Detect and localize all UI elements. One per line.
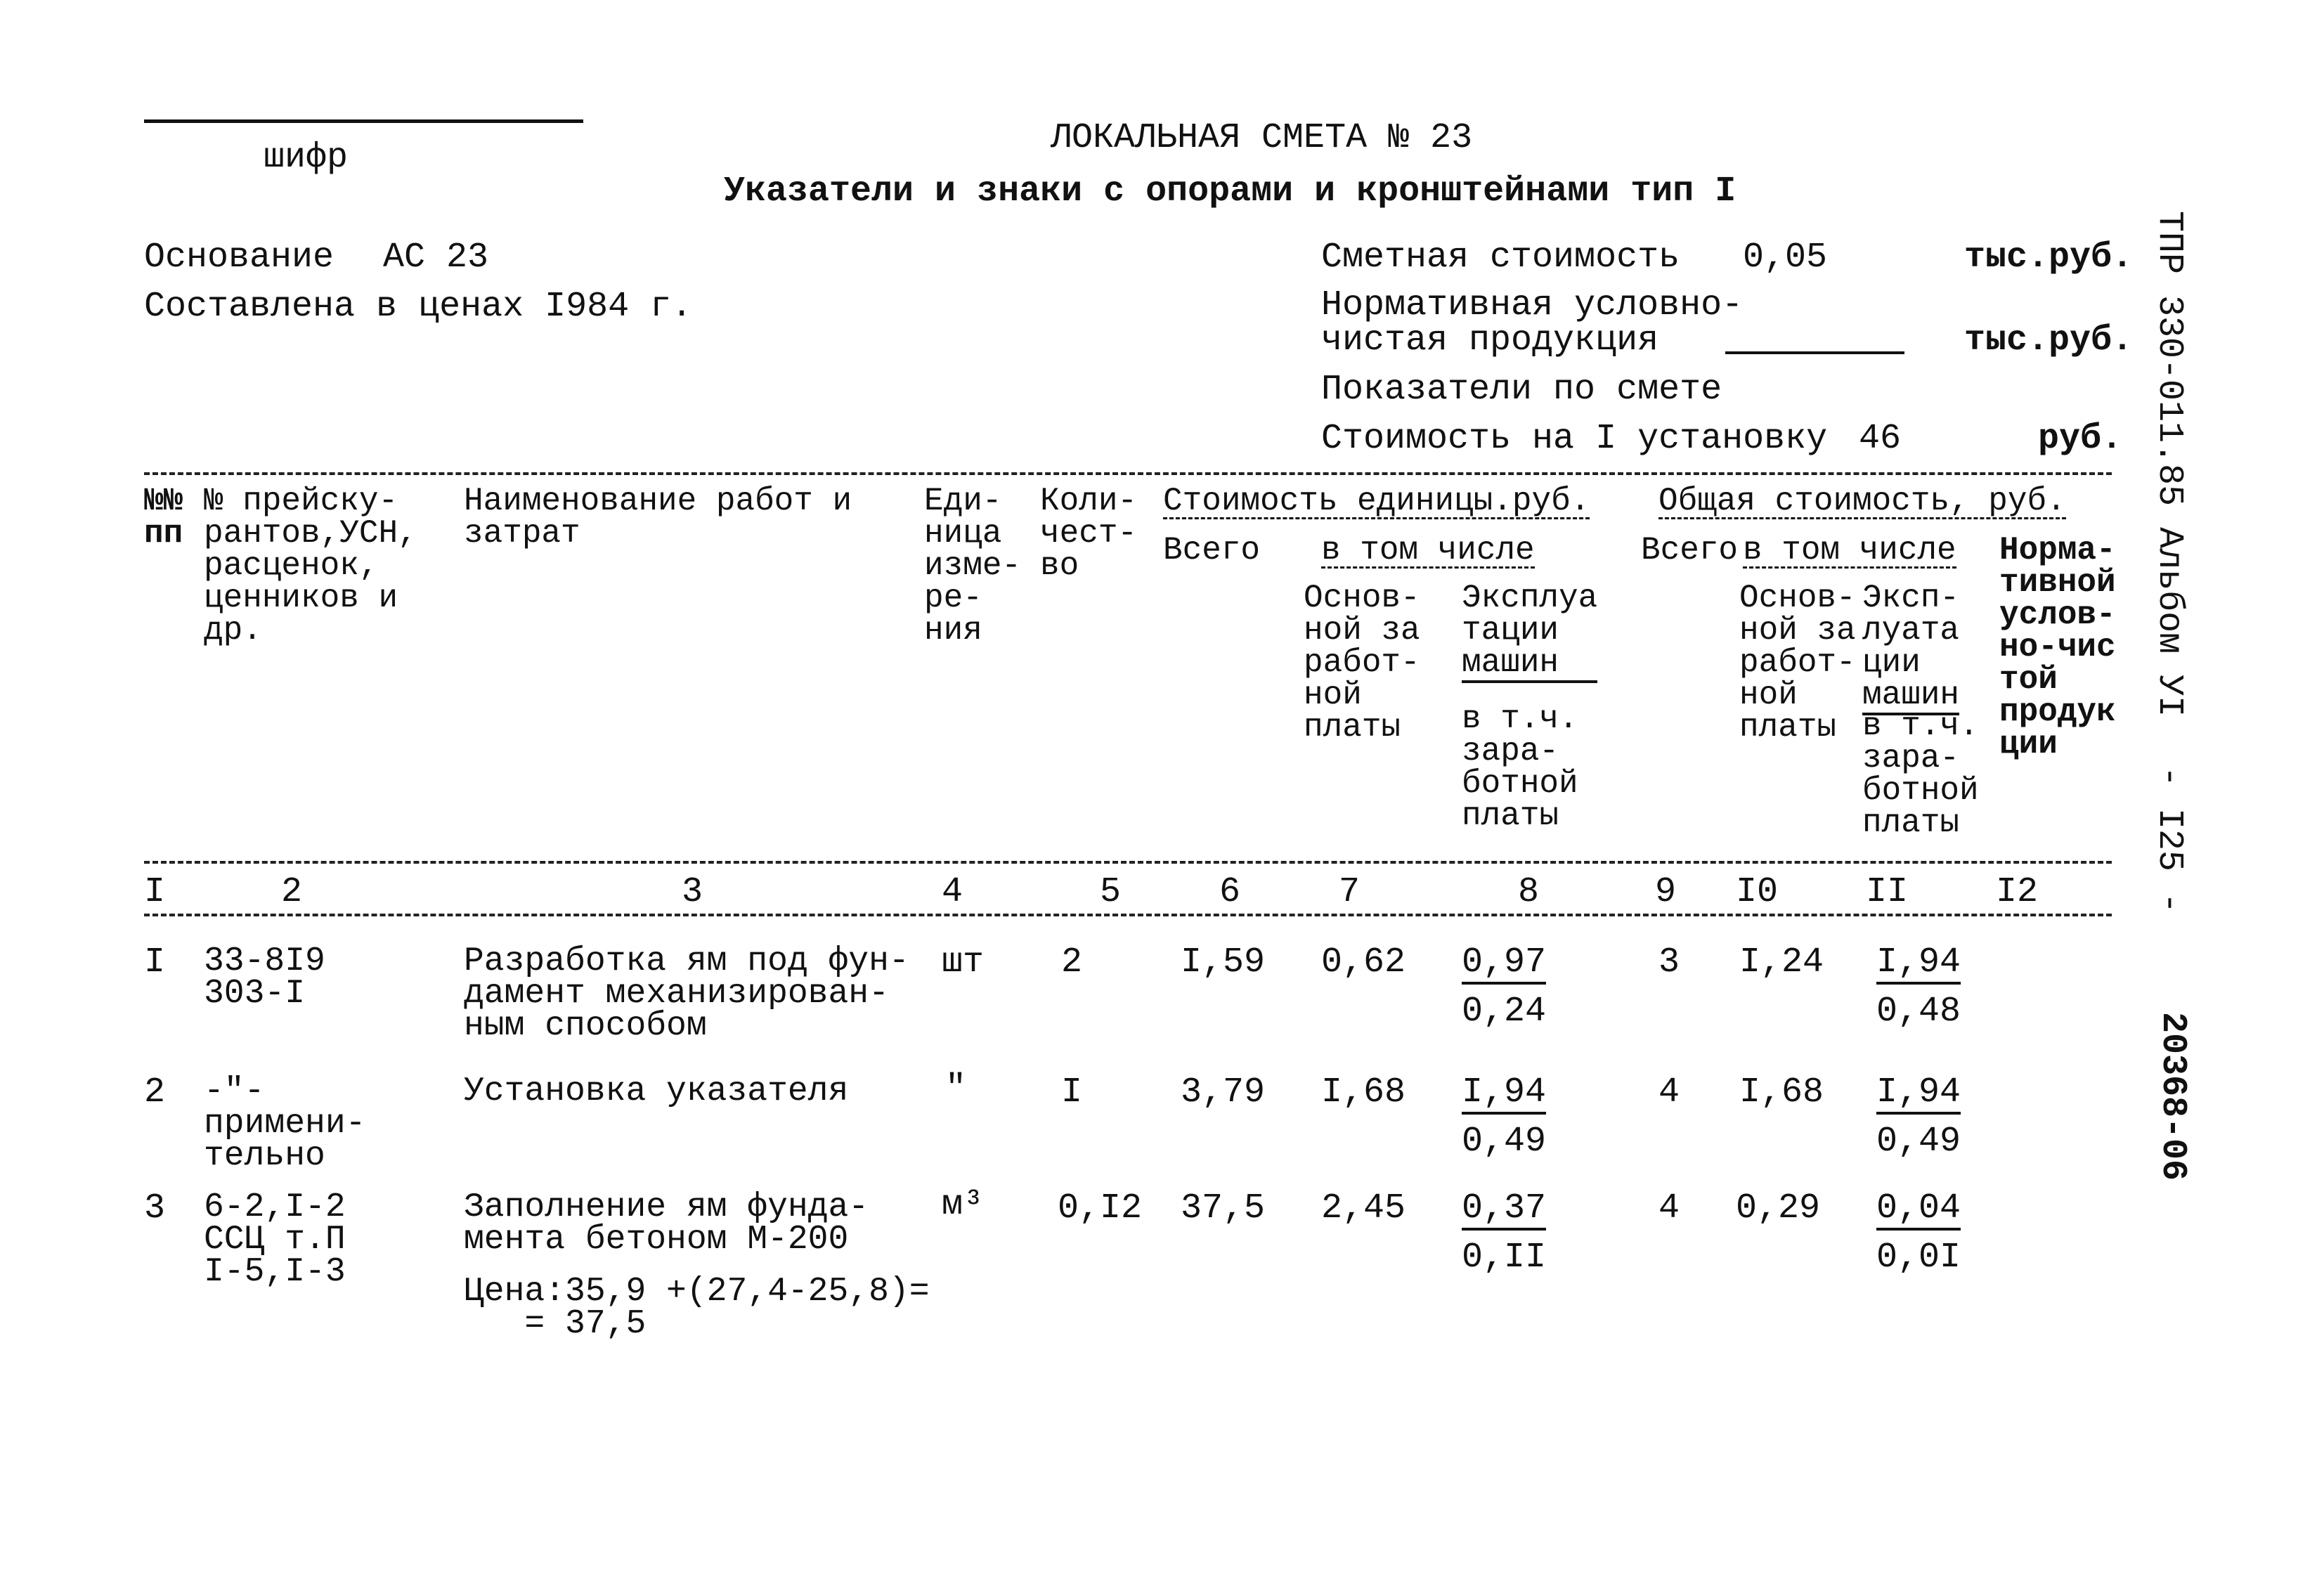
column-numbers-bottom-rule — [144, 914, 2112, 916]
row-number: I — [144, 942, 166, 982]
row-unit: м³ — [942, 1185, 985, 1225]
row-total: 4 — [1658, 1188, 1680, 1228]
row-name: Заполнение ям фунда- мента бетоном М-200 — [464, 1188, 869, 1259]
normative-label-2: чистая продукция — [1321, 320, 1659, 361]
row-unit: " — [945, 1069, 967, 1109]
row-number: 2 — [144, 1072, 166, 1112]
header-unit-cost-group: Стоимость единицы.руб. — [1163, 483, 1590, 519]
header-col-3: Наименование работ и затрат — [464, 483, 852, 552]
row-unit-machines: 0,37 — [1462, 1191, 1546, 1231]
code-underline — [144, 119, 583, 123]
row-total-machines: 0,04 — [1876, 1191, 1961, 1231]
header-total-cost-group: Общая стоимость, руб. — [1658, 483, 2066, 519]
header-col-2: № прейску- рантов,УСН, расценок, ценников и др. — [204, 483, 417, 649]
row-total-wages: 0,29 — [1736, 1188, 1821, 1228]
row-qty: 0,I2 — [1058, 1188, 1143, 1228]
colnum-7: 7 — [1339, 872, 1361, 912]
header-col-6: Всего — [1163, 532, 1261, 569]
basis-value: АС 23 — [383, 238, 489, 278]
document-subtitle: Указатели и знаки с опорами и кронштейнами тип I — [724, 171, 1736, 212]
row-unit-machines-wages: 0,49 — [1462, 1122, 1547, 1162]
row-total-machines-wages: 0,48 — [1876, 992, 1961, 1032]
colnum-9: 9 — [1655, 872, 1677, 912]
colnum-11: II — [1866, 872, 1909, 912]
colnum-8: 8 — [1518, 872, 1540, 912]
row-unit-machines: 0,97 — [1462, 945, 1546, 985]
basis-label: Основание — [144, 238, 335, 278]
header-col-1: №№ пп — [144, 483, 183, 552]
estimated-cost-label: Сметная стоимость — [1321, 238, 1680, 278]
header-col-9: Всего — [1641, 532, 1739, 569]
estimated-cost-value: 0,05 — [1743, 238, 1828, 278]
price-note: Цена:35,9 +(27,4-25,8)= = 37,5 — [464, 1273, 930, 1343]
normative-blank — [1725, 351, 1904, 354]
colnum-10: I0 — [1736, 872, 1779, 912]
indicators-label: Показатели по смете — [1321, 370, 1722, 410]
colnum-12: I2 — [1996, 872, 2039, 912]
row-total-machines-wages: 0,49 — [1876, 1122, 1961, 1162]
row-total-machines: I,94 — [1876, 1075, 1961, 1115]
header-col-7: Основ- ной за работ- ной платы — [1304, 580, 1420, 746]
normative-label-1: Нормативная условно- — [1321, 285, 1744, 325]
row-unit-total: I,59 — [1181, 942, 1266, 982]
colnum-1: I — [144, 872, 166, 912]
side-doc-number: 20368-06 — [2153, 1012, 2193, 1181]
row-code: 6-2,I-2 ССЦ т.П I-5,I-3 — [204, 1188, 346, 1291]
side-page-text: - I25 - — [2149, 766, 2189, 914]
row-total: 4 — [1658, 1072, 1680, 1112]
header-col-12: Норма- тивной услов- но-чис той продук ции — [1999, 532, 2116, 762]
table-top-rule — [144, 472, 2112, 475]
side-album-text: ТПР 330-011.85 Альбом УI — [2149, 211, 2189, 718]
colnum-4: 4 — [942, 872, 963, 912]
header-col-11-bottom: в т.ч. зара- ботной платы — [1862, 708, 1979, 841]
colnum-3: 3 — [682, 872, 703, 912]
colnum-2: 2 — [281, 872, 303, 912]
row-unit-total: 3,79 — [1181, 1072, 1266, 1112]
row-total: 3 — [1658, 942, 1680, 982]
row-name: Разработка ям под фун- дамент механизирован- ным способом — [464, 942, 909, 1045]
estimated-cost-unit: тыс.руб. — [1964, 238, 2134, 278]
row-unit-machines-wages: 0,24 — [1462, 992, 1547, 1032]
row-number: 3 — [144, 1188, 166, 1228]
row-unit-machines: I,94 — [1462, 1075, 1546, 1115]
row-qty: 2 — [1061, 942, 1083, 982]
header-col-11-top: Эксп- луата ции машин — [1862, 582, 1959, 715]
header-col-8-top: Эксплуа тации машин — [1462, 582, 1597, 683]
header-incl-2: в том числе — [1743, 532, 1956, 569]
header-col-5: Коли- чест- во — [1040, 483, 1138, 584]
row-unit: шт — [942, 942, 985, 982]
code-label: шифр — [264, 138, 349, 178]
row-total-machines: I,94 — [1876, 945, 1961, 985]
colnum-5: 5 — [1100, 872, 1122, 912]
unit-cost-label: Стоимость на I установку — [1321, 419, 1828, 459]
row-total-wages: I,24 — [1739, 942, 1824, 982]
column-numbers-top-rule — [144, 861, 2112, 864]
document-title: ЛОКАЛЬНАЯ СМЕТА № 23 — [1051, 118, 1473, 158]
unit-cost-unit: руб. — [2038, 419, 2123, 459]
row-qty: I — [1061, 1072, 1083, 1112]
header-incl-1: в том числе — [1321, 532, 1535, 569]
row-unit-wages: 0,62 — [1321, 942, 1406, 982]
header-col-10: Основ- ной за работ- ной платы — [1739, 580, 1856, 746]
row-total-machines-wages: 0,0I — [1876, 1238, 1961, 1278]
row-unit-wages: I,68 — [1321, 1072, 1406, 1112]
row-name: Установка указателя — [464, 1072, 849, 1110]
prices-line: Составлена в ценах I984 г. — [144, 287, 693, 327]
normative-unit: тыс.руб. — [1964, 320, 2134, 361]
row-code: 33-8I9 303-I — [204, 942, 325, 1013]
header-col-8-bottom: в т.ч. зара- ботной платы — [1462, 701, 1578, 834]
row-total-wages: I,68 — [1739, 1072, 1824, 1112]
colnum-6: 6 — [1219, 872, 1241, 912]
row-unit-wages: 2,45 — [1321, 1188, 1406, 1228]
row-unit-total: 37,5 — [1181, 1188, 1266, 1228]
header-col-4: Еди- ница изме- ре- ния — [924, 483, 1022, 649]
row-unit-machines-wages: 0,II — [1462, 1238, 1547, 1278]
unit-cost-value: 46 — [1859, 419, 1902, 459]
row-code: -"- примени- тельно — [204, 1072, 366, 1175]
